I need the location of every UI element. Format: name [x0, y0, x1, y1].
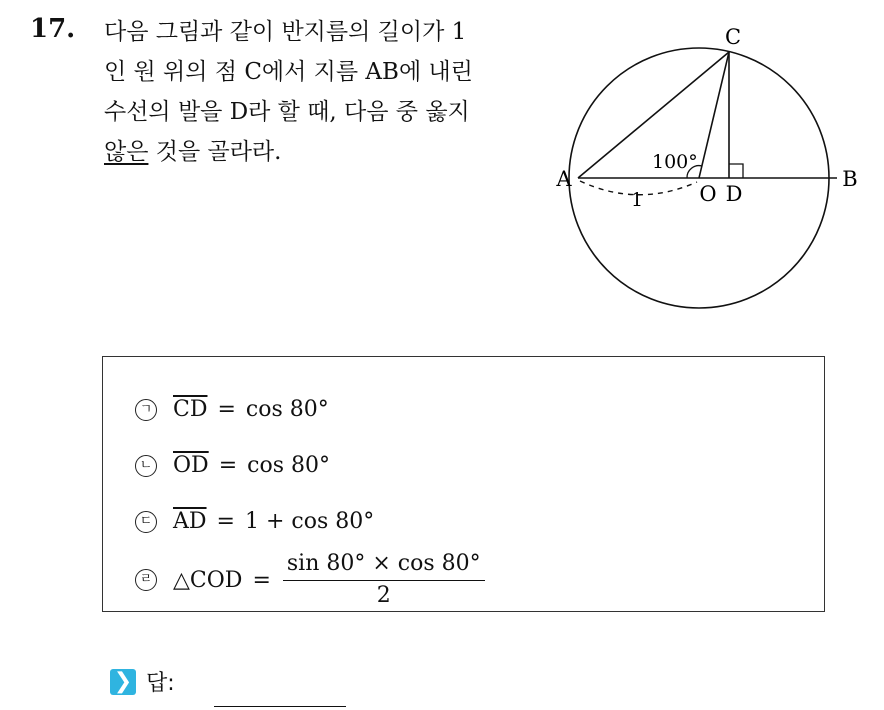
- choice-lhs: $\overline{CD}$: [173, 397, 208, 422]
- label-b: B: [842, 167, 858, 191]
- choice-rieul: [135, 551, 485, 609]
- circle-figure: [548, 18, 868, 318]
- fraction-denominator: 2: [376, 583, 391, 608]
- equals-sign: =: [252, 567, 271, 593]
- choices-box: [102, 356, 825, 612]
- fraction: [283, 551, 485, 609]
- equals-sign: =: [217, 397, 236, 422]
- choice-rhs: cos 80°: [247, 453, 330, 478]
- label-a: A: [556, 167, 572, 191]
- choice-giyeok: [135, 397, 329, 422]
- chevron-right-icon: ❯: [110, 669, 136, 695]
- equals-sign: =: [216, 509, 235, 534]
- question-text: [104, 12, 534, 172]
- answer-label: 답:: [146, 671, 175, 696]
- choice-lhs: $\overline{AD}$: [173, 509, 207, 534]
- answer-blank[interactable]: [214, 706, 346, 707]
- question-line: 인 원 위의 점 C에서 지름 AB에 내린: [104, 59, 473, 85]
- label-angle: 100°: [652, 151, 698, 173]
- question-number: 17.: [30, 14, 76, 44]
- question-line: 수선의 발을 D라 할 때, 다음 중 옳지: [104, 99, 470, 125]
- equals-sign: =: [218, 453, 238, 478]
- choice-rhs: 1 + cos 80°: [244, 509, 375, 534]
- choice-nieun: [135, 453, 330, 478]
- radius-oc: [699, 52, 729, 178]
- question-line: 다음 그림과 같이 반지름의 길이가 1: [104, 19, 467, 45]
- emphasis-underline: 않은: [104, 139, 149, 165]
- question-line: [104, 132, 534, 172]
- right-angle-mark: [729, 164, 743, 178]
- choice-marker: ㄱ: [135, 399, 157, 421]
- choice-marker: ㄷ: [135, 511, 157, 533]
- label-radius: 1: [630, 189, 644, 211]
- choice-marker: ㄹ: [135, 569, 157, 591]
- question-line-rest: 것을 골라라.: [148, 139, 282, 165]
- choice-rhs: cos 80°: [245, 397, 329, 422]
- choice-lhs: △COD: [173, 567, 243, 593]
- label-o: O: [699, 182, 717, 206]
- answer-row: [110, 666, 175, 697]
- label-c: C: [724, 25, 742, 49]
- choice-marker: ㄴ: [135, 455, 157, 477]
- fraction-numerator: sin 80° × cos 80°: [283, 551, 485, 581]
- label-d: D: [725, 182, 743, 206]
- choice-digeut: [135, 509, 374, 534]
- choice-lhs: $\overline{OD}$: [173, 453, 209, 478]
